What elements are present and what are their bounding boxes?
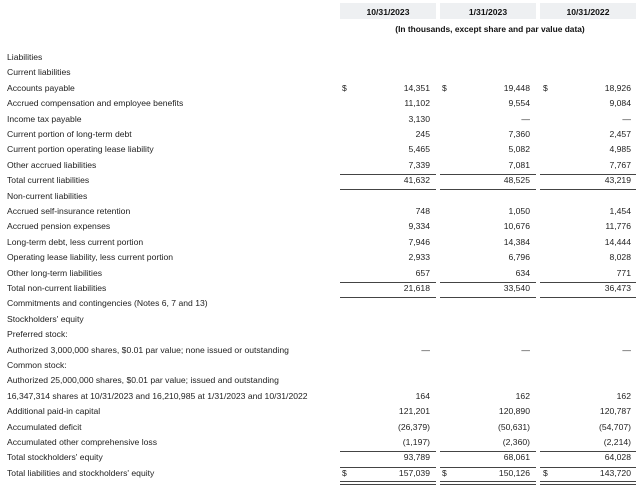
table-row [0, 97, 640, 112]
currency-symbol: $ [342, 467, 347, 478]
cell-value: — [421, 344, 430, 355]
table-row [0, 236, 640, 251]
cell-value: 11,776 [605, 221, 631, 232]
underline-rule [540, 174, 636, 175]
cell-value: 21,618 [403, 283, 430, 293]
table-row [0, 313, 640, 328]
cell-value: 3,130 [408, 113, 430, 124]
table-row [0, 328, 640, 343]
currency-symbol: $ [342, 82, 347, 93]
row-label: Current portion operating lease liability [7, 144, 154, 155]
row-label: Total non-current liabilities [7, 283, 107, 293]
cell-value: 771 [616, 267, 631, 278]
underline-rule [440, 174, 536, 175]
row-label: Preferred stock: [7, 329, 68, 340]
row-label: Accrued compensation and employee benefits [7, 98, 184, 109]
cell-value: (26,379) [397, 421, 430, 432]
table-row [0, 220, 640, 235]
underline-rule [440, 282, 536, 283]
table-row [0, 405, 640, 420]
cell-value: 19,448 [503, 82, 530, 93]
row-label: Other accrued liabilities [7, 159, 97, 170]
underline-rule [340, 467, 436, 468]
row-label: Authorized 25,000,000 shares, $0.01 par value; issued and outstanding [7, 375, 279, 386]
row-label: Non-current liabilities [7, 190, 88, 201]
row-label: Total current liabilities [7, 175, 90, 186]
cell-value: 48,525 [503, 175, 530, 186]
table-row [0, 82, 640, 97]
row-label: Accounts payable [7, 82, 75, 93]
table-row [0, 390, 640, 405]
row-label: Total stockholders' equity [7, 452, 103, 463]
table-row [0, 282, 640, 297]
row-label: Operating lease liability, less current portion [7, 252, 174, 263]
column-header-1: 10/31/2023 [340, 3, 436, 19]
underline-rule [340, 451, 436, 452]
cell-value: 1,454 [609, 206, 631, 216]
row-label: Commitments and contingencies (Notes 6, 7 and 13) [7, 298, 208, 309]
cell-value: 748 [415, 206, 430, 216]
units-subtitle: (In thousands, except share and par value data) [395, 24, 585, 34]
cell-value: 43,219 [604, 175, 631, 186]
row-label: Accumulated deficit [7, 421, 82, 432]
cell-value: 7,339 [408, 159, 430, 170]
table-row [0, 374, 640, 389]
row-label: Accrued self-insurance retention [7, 206, 131, 216]
cell-value: 5,082 [508, 144, 530, 155]
table-row [0, 297, 640, 312]
cell-value: 14,384 [503, 236, 530, 247]
currency-symbol: $ [442, 467, 447, 478]
cell-value: 7,081 [508, 159, 530, 170]
cell-value: 120,890 [498, 406, 530, 417]
row-label: Other long-term liabilities [7, 267, 103, 278]
cell-value: 5,465 [408, 144, 430, 155]
cell-value: 41,632 [403, 175, 430, 186]
cell-value: — [622, 113, 631, 124]
underline-rule [440, 467, 536, 468]
row-label: Stockholders' equity [7, 313, 84, 324]
column-header-3: 10/31/2022 [540, 3, 636, 19]
table-row [0, 451, 640, 466]
table-row [0, 128, 640, 143]
cell-value: 14,444 [604, 236, 631, 247]
cell-value: 9,084 [609, 98, 631, 109]
cell-value: 657 [415, 267, 430, 278]
row-label: Additional paid-in capital [7, 406, 101, 417]
cell-value: 634 [515, 267, 530, 278]
cell-value: — [521, 344, 530, 355]
cell-value: 8,028 [609, 252, 631, 263]
table-row [0, 251, 640, 266]
row-label: 16,347,314 shares at 10/31/2023 and 16,210,985 at 1/31/2023 and 10/31/2022 [7, 390, 308, 401]
table-row [0, 66, 640, 81]
cell-value: 245 [415, 129, 430, 139]
cell-value: 11,102 [404, 98, 430, 109]
table-row [0, 174, 640, 189]
row-label: Income tax payable [7, 113, 82, 124]
cell-value: 7,946 [408, 236, 430, 247]
table-row [0, 205, 640, 220]
cell-value: — [521, 113, 530, 124]
cell-value: 4,985 [609, 144, 631, 155]
cell-value: 9,334 [408, 221, 430, 232]
cell-value: 7,360 [508, 129, 530, 139]
currency-symbol: $ [442, 82, 447, 93]
cell-value: (54,707) [598, 421, 631, 432]
cell-value: (1,197) [402, 437, 430, 447]
cell-value: — [622, 344, 631, 355]
underline-rule [440, 451, 536, 452]
cell-value: 143,720 [599, 467, 631, 478]
underline-rule [540, 467, 636, 468]
cell-value: 7,767 [609, 159, 631, 170]
row-label: Total liabilities and stockholders' equity [7, 467, 155, 478]
cell-value: (2,360) [502, 437, 530, 447]
column-header-2: 1/31/2023 [440, 3, 536, 19]
cell-value: 33,540 [503, 283, 530, 293]
cell-value: 157,039 [398, 467, 430, 478]
cell-value: 150,126 [498, 467, 530, 478]
currency-symbol: $ [543, 467, 548, 478]
cell-value: 14,351 [403, 82, 430, 93]
cell-value: 162 [616, 390, 631, 401]
cell-value: 2,933 [408, 252, 430, 263]
underline-rule [540, 282, 636, 283]
table-row [0, 159, 640, 174]
cell-value: (50,631) [497, 421, 530, 432]
cell-value: 36,473 [604, 283, 631, 293]
cell-value: 2,457 [609, 129, 631, 139]
table-row [0, 344, 640, 359]
double-underline-rule [340, 481, 436, 485]
row-label: Authorized 3,000,000 shares, $0.01 par value; none issued or outstanding [7, 344, 289, 355]
row-label: Current portion of long-term debt [7, 129, 132, 139]
cell-value: (2,214) [603, 437, 631, 447]
cell-value: 6,796 [508, 252, 530, 263]
table-row [0, 113, 640, 128]
cell-value: 162 [515, 390, 530, 401]
row-label: Long-term debt, less current portion [7, 236, 144, 247]
double-underline-rule [440, 481, 536, 485]
table-row [0, 421, 640, 436]
underline-rule [340, 282, 436, 283]
table-row [0, 190, 640, 205]
row-label: Accrued pension expenses [7, 221, 111, 232]
underline-rule [340, 174, 436, 175]
cell-value: 164 [415, 390, 430, 401]
cell-value: 64,028 [604, 452, 631, 463]
cell-value: 9,554 [508, 98, 530, 109]
table-row [0, 359, 640, 374]
currency-symbol: $ [543, 82, 548, 93]
row-label: Common stock: [7, 360, 67, 370]
cell-value: 10,676 [503, 221, 530, 232]
table-row [0, 436, 640, 451]
double-underline-rule [540, 481, 636, 485]
cell-value: 18,926 [604, 82, 631, 93]
cell-value: 121,201 [398, 406, 430, 417]
cell-value: 1,050 [508, 206, 530, 216]
table-row [0, 51, 640, 66]
row-label: Accumulated other comprehensive loss [7, 437, 157, 447]
table-row [0, 467, 640, 482]
table-row [0, 143, 640, 158]
table-row [0, 267, 640, 282]
cell-value: 120,787 [599, 406, 631, 417]
row-label: Current liabilities [7, 67, 71, 78]
cell-value: 93,789 [403, 452, 430, 463]
cell-value: 68,061 [503, 452, 530, 463]
underline-rule [540, 451, 636, 452]
row-label: Liabilities [7, 52, 43, 62]
